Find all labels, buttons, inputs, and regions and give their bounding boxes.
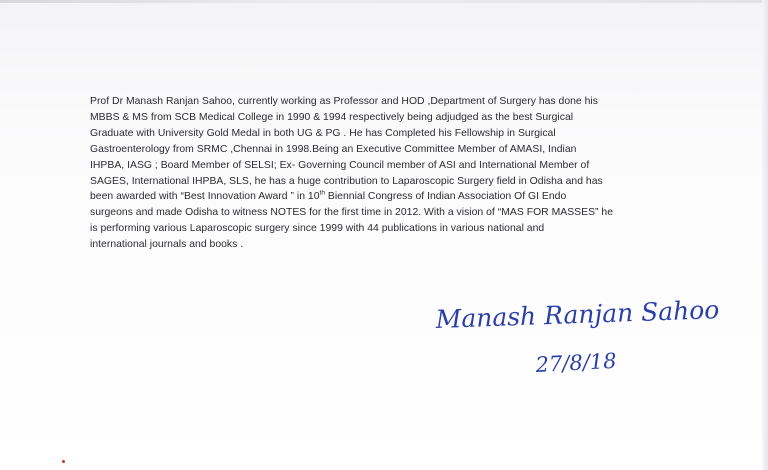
bio-line: surgeons and made Odisha to witness NOTES for the first time in 2012. With a vision of “MAS FOR MASSES” he [90,207,614,219]
scan-edge-right [762,0,768,470]
bio-line: Graduate with University Gold Medal in both UG & PG . He has Completed his Fellowship in Surgical [90,127,556,139]
biography-paragraph [90,94,730,253]
bio-line [90,189,730,205]
bio-line: IHPBA, IASG ; Board Member of SELSI; Ex- Governing Council member of ASI and International Member of [90,159,590,171]
signature-name: Manash Ranjan Sahoo [435,295,720,334]
bio-line-part: Biennial Congress of Indian Association Of GI Endo [324,191,567,203]
bio-line: Gastroenterology from SRMC ,Chennai in 1998.Being an Executive Committee Member of AMASI, Indian [90,143,577,155]
bio-line: international journals and books . [90,239,244,251]
signature-date: 27/8/18 [535,348,618,377]
bio-line: MBBS & MS from SCB Medical College in 1990 & 1994 respectively being adjudged as the best Surgical [90,111,574,123]
handwritten-signature [430,295,720,388]
signature-graphic [430,295,720,388]
bio-line: Prof Dr Manash Ranjan Sahoo, currently working as Professor and HOD ,Department of Surgery has done his [90,96,598,107]
scan-speck [62,460,65,463]
bio-line-part: been awarded with “Best Innovation Award ” in 10 [90,191,320,203]
scan-edge-top [0,0,768,3]
bio-line: SAGES, International IHPBA, SLS, he has a huge contribution to Laparoscopic Surgery field in Odisha and has [90,175,603,187]
bio-line: is performing various Laparoscopic surgery since 1999 with 44 publications in various national and [90,223,545,235]
ordinal-superscript: th [319,189,325,197]
